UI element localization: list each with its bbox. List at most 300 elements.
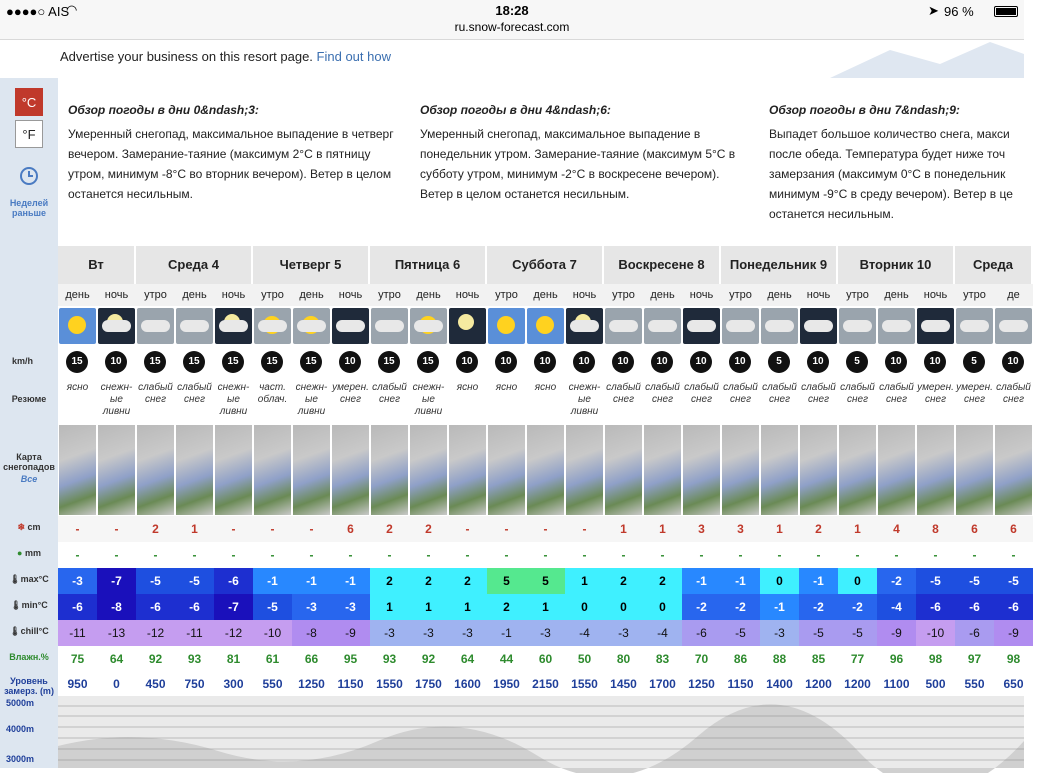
- freezing-level-cell: 2150: [532, 677, 559, 691]
- moon-snow-icon: [215, 308, 252, 344]
- url-bar[interactable]: ru.snow-forecast.com: [454, 20, 570, 34]
- chill-temp-cell: -5: [838, 620, 877, 646]
- night-snow-icon: [800, 308, 837, 344]
- max-temp-cell: -1: [721, 568, 760, 594]
- min-temp-cell: -4: [877, 594, 916, 620]
- raindrop-icon: ●: [17, 548, 23, 558]
- humidity-cell: 64: [460, 652, 475, 666]
- snow-cell: 6: [955, 516, 994, 542]
- snow-cell: 6: [331, 516, 370, 542]
- summary-text: снежн-ые ливни: [568, 382, 601, 417]
- summary-text: снежн-ые ливни: [295, 382, 328, 417]
- humidity-cell: 50: [577, 652, 592, 666]
- chill-temp-cell: -4: [643, 620, 682, 646]
- freezing-level-cell: 1700: [649, 677, 676, 691]
- cloud-snow-icon: [839, 308, 876, 344]
- min-temp-cell: -2: [838, 594, 877, 620]
- humidity-cell: 97: [967, 652, 982, 666]
- max-temp-cell: -5: [955, 568, 994, 594]
- summary-text: снежн-ые ливни: [217, 382, 250, 417]
- period-label: де: [994, 284, 1033, 306]
- chill-temp-cell: -5: [721, 620, 760, 646]
- carrier-signal: ●●●●○ AIS: [6, 4, 70, 19]
- rain-cell: -: [955, 542, 994, 568]
- weather-overview: [58, 78, 1024, 246]
- humidity-cell: 80: [616, 652, 631, 666]
- clock-icon[interactable]: [19, 166, 39, 186]
- snowflake-icon: ❄: [17, 522, 25, 532]
- moon-icon: [449, 308, 486, 344]
- humidity-cell: 85: [811, 652, 826, 666]
- snow-cell: 1: [838, 516, 877, 542]
- overview-text: Умеренный снегопад, максимальное выпадение в понедельник утром. Замерание-таяние (максимум 5°C в субботу утром, минимум -2°C в воскресене вечером). Ветер в целом останется несильным.: [420, 127, 736, 201]
- snow-map-thumbnail[interactable]: [58, 424, 97, 516]
- rain-cell: -: [175, 542, 214, 568]
- ad-banner: [0, 40, 1024, 78]
- snow-map-thumbnail[interactable]: [643, 424, 682, 516]
- rain-cell: -: [526, 542, 565, 568]
- location-icon: ➤: [928, 3, 939, 18]
- snow-cell: -: [292, 516, 331, 542]
- max-temp-cell: 0: [760, 568, 799, 594]
- chill-temp-cell: -8: [292, 620, 331, 646]
- humidity-cell: 77: [850, 652, 865, 666]
- cloud-snow-icon: [722, 308, 759, 344]
- snow-map-thumbnail[interactable]: [214, 424, 253, 516]
- rain-cell: -: [370, 542, 409, 568]
- period-label: день: [175, 284, 214, 306]
- wind-arrow-icon: 5: [846, 351, 868, 373]
- summary-text: слабый снег: [723, 382, 758, 405]
- wind-arrow-icon: 10: [105, 351, 127, 373]
- day-header[interactable]: Суббота 7: [487, 246, 604, 284]
- wind-arrow-icon: 15: [144, 351, 166, 373]
- summary-text: снежн-ые ливни: [412, 382, 445, 417]
- chill-temp-cell: -10: [916, 620, 955, 646]
- wind-arrow-icon: 15: [417, 351, 439, 373]
- sun-cloud-icon: [254, 308, 291, 344]
- chill-temp-cell: -6: [682, 620, 721, 646]
- humidity-cell: 98: [1006, 652, 1021, 666]
- summary-text: слабый снег: [372, 382, 407, 405]
- rain-cell: -: [97, 542, 136, 568]
- max-temp-cell: -5: [916, 568, 955, 594]
- freezing-level-chart: [58, 696, 1024, 768]
- max-temp-cell: 2: [643, 568, 682, 594]
- summary-text: ясно: [534, 382, 557, 393]
- min-temp-cell: -3: [331, 594, 370, 620]
- rain-cell: -: [292, 542, 331, 568]
- period-label: утро: [370, 284, 409, 306]
- label-snowmap: Карта снегопадов: [3, 452, 55, 472]
- summary-text: част. облач.: [257, 382, 288, 405]
- freezing-level-cell: 1750: [415, 677, 442, 691]
- humidity-cell: 93: [187, 652, 202, 666]
- rain-cell: -: [409, 542, 448, 568]
- min-temp-cell: -6: [994, 594, 1033, 620]
- chill-temp-cell: -9: [994, 620, 1033, 646]
- snow-map-thumbnail[interactable]: [838, 424, 877, 516]
- cloud-snow-icon: [371, 308, 408, 344]
- period-label: утро: [721, 284, 760, 306]
- humidity-cell: 96: [889, 652, 904, 666]
- period-label: ночь: [916, 284, 955, 306]
- cloud-snow-icon: [761, 308, 798, 344]
- snow-map-thumbnail[interactable]: [526, 424, 565, 516]
- summary-text: слабый снег: [801, 382, 836, 405]
- snow-map-thumbnail[interactable]: [253, 424, 292, 516]
- summary-text: слабый снег: [762, 382, 797, 405]
- moon-snow-icon: [566, 308, 603, 344]
- period-label: ночь: [331, 284, 370, 306]
- day-header[interactable]: Среда 4: [136, 246, 253, 284]
- chill-temp-cell: -12: [136, 620, 175, 646]
- snow-cell: 3: [682, 516, 721, 542]
- min-temp-cell: -3: [292, 594, 331, 620]
- wind-arrow-icon: 10: [885, 351, 907, 373]
- find-out-how-link[interactable]: Find out how: [316, 49, 391, 64]
- summary-text: слабый снег: [684, 382, 719, 405]
- snow-map-thumbnail[interactable]: [604, 424, 643, 516]
- freezing-level-cell: 1200: [844, 677, 871, 691]
- min-temp-cell: 2: [487, 594, 526, 620]
- cloud-snow-icon: [137, 308, 174, 344]
- max-temp-cell: -1: [799, 568, 838, 594]
- freezing-level-cell: 1950: [493, 677, 520, 691]
- snow-map-thumbnail[interactable]: [565, 424, 604, 516]
- chill-temp-cell: -4: [565, 620, 604, 646]
- snow-cell: 2: [136, 516, 175, 542]
- rain-cell: -: [838, 542, 877, 568]
- rain-cell: -: [721, 542, 760, 568]
- period-label: ночь: [799, 284, 838, 306]
- summary-text: умерен. снег: [332, 382, 369, 405]
- humidity-cell: 95: [343, 652, 358, 666]
- freezing-level-cell: 650: [1003, 677, 1024, 691]
- thermometer-icon: 🌡: [9, 626, 21, 636]
- period-label: день: [877, 284, 916, 306]
- wind-arrow-icon: 10: [534, 351, 556, 373]
- label-wind: km/h: [12, 356, 34, 366]
- max-temp-cell: 5: [526, 568, 565, 594]
- cloud-snow-icon: [878, 308, 915, 344]
- max-temp-cell: -5: [994, 568, 1033, 594]
- wifi-icon: ◠: [66, 2, 78, 17]
- freezing-level-cell: 550: [964, 677, 985, 691]
- period-label: утро: [487, 284, 526, 306]
- overview-block: [420, 100, 740, 204]
- wind-arrow-icon: 15: [66, 351, 88, 373]
- max-temp-cell: -1: [292, 568, 331, 594]
- freezing-level-cell: 550: [262, 677, 283, 691]
- snow-map-thumbnail[interactable]: [487, 424, 526, 516]
- wind-arrow-icon: 10: [807, 351, 829, 373]
- rain-cell: -: [487, 542, 526, 568]
- snow-map-thumbnail[interactable]: [799, 424, 838, 516]
- overview-block: [769, 100, 1039, 224]
- min-temp-cell: -7: [214, 594, 253, 620]
- period-label: день: [409, 284, 448, 306]
- min-temp-cell: 0: [604, 594, 643, 620]
- wind-arrow-icon: 5: [963, 351, 985, 373]
- moon-snow-icon: [98, 308, 135, 344]
- celsius-button[interactable]: °C: [15, 88, 43, 116]
- period-label: день: [760, 284, 799, 306]
- snow-map-thumbnail[interactable]: [175, 424, 214, 516]
- period-label: день: [643, 284, 682, 306]
- chill-temp-cell: -6: [955, 620, 994, 646]
- rain-cell: -: [643, 542, 682, 568]
- snow-map-thumbnail[interactable]: [136, 424, 175, 516]
- chill-temp-cell: -3: [448, 620, 487, 646]
- wind-arrow-icon: 10: [924, 351, 946, 373]
- snow-cell: -: [487, 516, 526, 542]
- max-temp-cell: -3: [58, 568, 97, 594]
- level-4000: 4000m: [6, 724, 35, 734]
- max-temp-cell: -7: [97, 568, 136, 594]
- summary-text: ясно: [495, 382, 518, 393]
- ios-status-bar: [0, 0, 1024, 40]
- freezing-level-cell: 1550: [571, 677, 598, 691]
- rain-cell: -: [448, 542, 487, 568]
- min-temp-cell: 0: [643, 594, 682, 620]
- rain-cell: -: [799, 542, 838, 568]
- period-label: ночь: [448, 284, 487, 306]
- overview-block: [68, 100, 398, 204]
- min-temp-cell: 1: [448, 594, 487, 620]
- min-temp-cell: -6: [136, 594, 175, 620]
- snow-map-thumbnail[interactable]: [760, 424, 799, 516]
- max-temp-cell: -1: [331, 568, 370, 594]
- min-temp-cell: 1: [370, 594, 409, 620]
- snow-cell: 1: [604, 516, 643, 542]
- wind-arrow-icon: 5: [768, 351, 790, 373]
- rain-cell: -: [877, 542, 916, 568]
- mountain-graphic: [830, 40, 1024, 78]
- chill-temp-cell: -9: [877, 620, 916, 646]
- day-header[interactable]: Четверг 5: [253, 246, 370, 284]
- freezing-level-cell: 1200: [805, 677, 832, 691]
- max-temp-cell: -1: [253, 568, 292, 594]
- prev-week-link[interactable]: Неделей раньше: [9, 198, 49, 218]
- snow-map-thumbnail[interactable]: [448, 424, 487, 516]
- snow-cell: -: [448, 516, 487, 542]
- max-temp-cell: -5: [175, 568, 214, 594]
- snow-map-thumbnail[interactable]: [97, 424, 136, 516]
- summary-text: ясно: [456, 382, 479, 393]
- day-header[interactable]: Среда: [955, 246, 1033, 284]
- label-snow: ❄ cm: [17, 522, 41, 532]
- summary-text: умерен. снег: [956, 382, 993, 405]
- wind-arrow-icon: 15: [300, 351, 322, 373]
- snow-cell: 3: [721, 516, 760, 542]
- snow-map-thumbnail[interactable]: [292, 424, 331, 516]
- cloud-snow-icon: [995, 308, 1032, 344]
- chill-temp-cell: -1: [487, 620, 526, 646]
- wind-arrow-icon: 10: [690, 351, 712, 373]
- humidity-cell: 61: [265, 652, 280, 666]
- snow-cell: 6: [994, 516, 1033, 542]
- night-snow-icon: [917, 308, 954, 344]
- freezing-level-cell: 300: [223, 677, 244, 691]
- sun-icon: [488, 308, 525, 344]
- freezing-level-cell: 950: [67, 677, 88, 691]
- max-temp-cell: 1: [565, 568, 604, 594]
- snow-map-thumbnail[interactable]: [955, 424, 994, 516]
- wind-arrow-icon: 15: [222, 351, 244, 373]
- snow-cell: -: [214, 516, 253, 542]
- snow-cell: 8: [916, 516, 955, 542]
- sun-cloud-snow-icon: [410, 308, 447, 344]
- wind-arrow-icon: 10: [573, 351, 595, 373]
- sun-icon: [59, 308, 96, 344]
- overview-text: Выпадет большое количество снега, макси после обеда. Температура будет ниже точ замерзания (максимум 0°C в понедельник минимум -9°C в среду вечером). Ветер в це останется несильным.: [769, 127, 1013, 221]
- forecast-table: [58, 246, 1031, 696]
- period-label: ночь: [682, 284, 721, 306]
- label-max: 🌡max°C: [9, 574, 49, 584]
- min-temp-cell: -2: [799, 594, 838, 620]
- wind-arrow-icon: 15: [183, 351, 205, 373]
- max-temp-cell: 2: [409, 568, 448, 594]
- period-label: день: [58, 284, 97, 306]
- max-temp-cell: 0: [838, 568, 877, 594]
- chill-temp-cell: -11: [58, 620, 97, 646]
- summary-text: слабый снег: [645, 382, 680, 405]
- cloud-snow-icon: [644, 308, 681, 344]
- rain-cell: -: [253, 542, 292, 568]
- snow-cell: 2: [370, 516, 409, 542]
- max-temp-cell: -5: [136, 568, 175, 594]
- snow-map-thumbnail[interactable]: [331, 424, 370, 516]
- max-temp-cell: 2: [448, 568, 487, 594]
- period-label: утро: [955, 284, 994, 306]
- min-temp-cell: -8: [97, 594, 136, 620]
- rain-cell: -: [58, 542, 97, 568]
- battery-icon: [994, 6, 1018, 17]
- snow-cell: 4: [877, 516, 916, 542]
- snow-map-thumbnail[interactable]: [721, 424, 760, 516]
- period-label: утро: [838, 284, 877, 306]
- ad-text: Advertise your business on this resort page. Find out how: [60, 49, 391, 64]
- day-header[interactable]: Понедельник 9: [721, 246, 838, 284]
- snow-map-thumbnail[interactable]: [682, 424, 721, 516]
- chill-temp-cell: -11: [175, 620, 214, 646]
- snow-map-thumbnail[interactable]: [877, 424, 916, 516]
- chill-temp-cell: -9: [331, 620, 370, 646]
- min-temp-cell: -5: [253, 594, 292, 620]
- humidity-cell: 64: [109, 652, 124, 666]
- rain-cell: -: [994, 542, 1033, 568]
- sun-cloud-snow-icon: [293, 308, 330, 344]
- period-label: ночь: [565, 284, 604, 306]
- period-label: ночь: [97, 284, 136, 306]
- cloud-snow-icon: [176, 308, 213, 344]
- snow-map-thumbnail[interactable]: [409, 424, 448, 516]
- freezing-level-cell: 1450: [610, 677, 637, 691]
- summary-text: умерен. снег: [917, 382, 954, 405]
- fahrenheit-button[interactable]: °F: [15, 120, 43, 148]
- freezing-level-cell: 1600: [454, 677, 481, 691]
- chill-temp-cell: -3: [604, 620, 643, 646]
- wind-arrow-icon: 10: [339, 351, 361, 373]
- overview-title: Обзор погоды в дни 7&ndash;9:: [769, 103, 960, 117]
- day-header[interactable]: Вторник 10: [838, 246, 955, 284]
- freezing-level-cell: 500: [925, 677, 946, 691]
- period-label: ночь: [214, 284, 253, 306]
- max-temp-cell: -2: [877, 568, 916, 594]
- min-temp-cell: 1: [409, 594, 448, 620]
- label-freezing: Уровень замерз. (m): [4, 676, 54, 696]
- freezing-level-cell: 0: [113, 677, 120, 691]
- period-label: день: [292, 284, 331, 306]
- rain-cell: -: [214, 542, 253, 568]
- min-temp-cell: -6: [175, 594, 214, 620]
- summary-text: слабый снег: [996, 382, 1031, 405]
- humidity-cell: 66: [304, 652, 319, 666]
- min-temp-cell: -6: [916, 594, 955, 620]
- wind-arrow-icon: 15: [261, 351, 283, 373]
- overview-title: Обзор погоды в дни 0&ndash;3:: [68, 103, 259, 117]
- wind-arrow-icon: 10: [651, 351, 673, 373]
- wind-arrow-icon: 10: [495, 351, 517, 373]
- battery-percent: 96 %: [944, 4, 974, 19]
- snow-map-thumbnail[interactable]: [370, 424, 409, 516]
- humidity-cell: 83: [655, 652, 670, 666]
- snow-map-thumbnail[interactable]: [916, 424, 955, 516]
- label-min: 🌡min°C: [10, 600, 48, 610]
- snow-cell: 2: [409, 516, 448, 542]
- label-rain: ● mm: [17, 548, 41, 558]
- humidity-cell: 98: [928, 652, 943, 666]
- chill-temp-cell: -13: [97, 620, 136, 646]
- label-humidity: Влажн.%: [9, 652, 49, 662]
- humidity-cell: 81: [226, 652, 241, 666]
- period-label: утро: [253, 284, 292, 306]
- level-5000: 5000m: [6, 698, 35, 708]
- rain-cell: -: [760, 542, 799, 568]
- freezing-level-cell: 1550: [376, 677, 403, 691]
- label-chill: 🌡chill°C: [9, 626, 49, 636]
- day-header[interactable]: Воскресене 8: [604, 246, 721, 284]
- snow-cell: 2: [799, 516, 838, 542]
- humidity-cell: 92: [148, 652, 163, 666]
- summary-text: слабый снег: [879, 382, 914, 405]
- humidity-cell: 88: [772, 652, 787, 666]
- freezing-level-cell: 1100: [883, 677, 910, 691]
- snow-cell: -: [97, 516, 136, 542]
- snow-cell: 1: [643, 516, 682, 542]
- rain-cell: -: [331, 542, 370, 568]
- snow-cell: 1: [175, 516, 214, 542]
- snow-cell: -: [58, 516, 97, 542]
- rain-cell: -: [565, 542, 604, 568]
- snow-map-thumbnail[interactable]: [994, 424, 1033, 516]
- wind-arrow-icon: 15: [378, 351, 400, 373]
- summary-text: снежн-ые ливни: [100, 382, 133, 417]
- chill-temp-cell: -3: [526, 620, 565, 646]
- day-header[interactable]: Вт: [58, 246, 136, 284]
- humidity-cell: 44: [499, 652, 514, 666]
- night-snow-icon: [332, 308, 369, 344]
- clock-time: 18:28: [495, 3, 529, 18]
- snowmap-all-link[interactable]: Все: [20, 474, 38, 484]
- thermometer-icon: 🌡: [10, 600, 22, 610]
- humidity-cell: 93: [382, 652, 397, 666]
- day-header[interactable]: Пятница 6: [370, 246, 487, 284]
- chill-temp-cell: -12: [214, 620, 253, 646]
- snow-cell: -: [526, 516, 565, 542]
- freezing-level-cell: 1250: [688, 677, 715, 691]
